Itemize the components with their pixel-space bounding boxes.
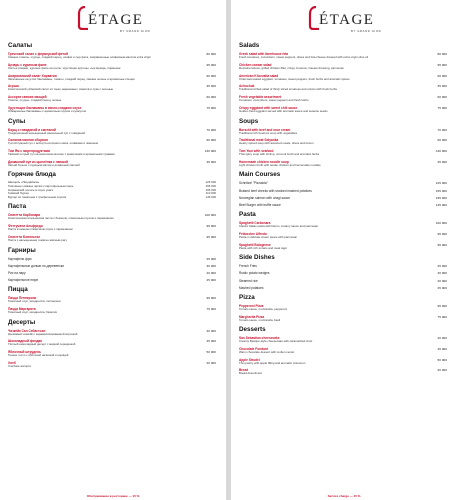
menu-item-description: Листья романо, куриное филе на гриле, хрустящие крутоны, сыр Цезарь, пармезан	[8, 65, 121, 70]
menu-section	[239, 211, 447, 250]
menu-item	[239, 84, 447, 92]
menu-item-text	[8, 63, 207, 71]
menu-item-name: Картофель фри	[8, 256, 32, 261]
menu-item-description: Тайский острый суп на кокосовом молоке с креветками и ароматными травами	[8, 152, 115, 157]
menu-item-text	[239, 106, 438, 114]
menu-item-name: Traditional meat Solyanka	[239, 138, 279, 143]
menu-item-price: 40 000	[437, 336, 447, 341]
brand-logo	[0, 4, 226, 38]
section-title: Desserts	[239, 326, 266, 334]
menu-section	[8, 247, 216, 283]
menu-item-description: Pasta with rich tomato and meat ragù	[239, 245, 287, 250]
menu-item	[8, 307, 216, 315]
menu-item-name: Schnitzel "Pizzaiola"	[239, 181, 268, 186]
menu-item-name: Рис на пару	[8, 270, 26, 275]
menu-item-price: 45 000	[437, 159, 447, 164]
menu-section	[239, 118, 447, 168]
menu-section	[239, 42, 447, 114]
menu-item-text	[8, 138, 207, 146]
menu-item	[8, 74, 216, 82]
menu-item	[239, 138, 447, 146]
section-title: Pizza	[239, 293, 255, 301]
menu-item-price: 145 000	[435, 203, 447, 207]
menu-item-description: Хлебное ассорти	[8, 363, 32, 368]
menu-item-price: 20 000	[437, 368, 447, 373]
combo-line: Томлёные говяжьи щёчки с картофельным пюре	[8, 184, 74, 189]
menu-item-text	[239, 271, 438, 275]
menu-item	[8, 350, 216, 358]
menu-item-price: 45 000	[437, 346, 447, 351]
service-footnote: Обслуживание в ресторане — 15 %	[86, 494, 140, 498]
menu-item-price: 60 000	[206, 138, 216, 143]
menu-item	[239, 358, 447, 366]
menu-item-price: 75 000	[206, 306, 216, 311]
menu-item-name: French Fries	[239, 264, 257, 269]
menu-item	[8, 63, 216, 71]
menu-item-name: San Sebastian cheesecake	[239, 336, 280, 341]
menu-item-text	[8, 235, 207, 243]
menu-page-russian	[0, 0, 226, 500]
menu-item-description: Creamy Basque-style cheesecake with caramelized crust	[239, 339, 313, 344]
section-title: Десерты	[8, 318, 36, 326]
menu-item-text	[239, 84, 438, 92]
brand-name: ÉTAGE	[88, 12, 144, 28]
menu-item	[8, 106, 216, 114]
menu-item-price: 195 000	[435, 195, 447, 200]
menu-item-price: 60 000	[206, 95, 216, 100]
menu-item-text	[239, 181, 436, 185]
menu-item-text	[239, 52, 438, 60]
menu-item-price: 95 000	[437, 242, 447, 247]
menu-item-name: Fettuccine Alfredo	[239, 231, 267, 236]
menu-item-description: Golden fried eggplant served with aromatic sauce and sesame seeds	[239, 108, 328, 113]
menu-item-price: 95 000	[437, 231, 447, 236]
menu-item-text	[8, 74, 207, 82]
menu-item-text	[239, 196, 436, 200]
menu-item-price: 60 000	[437, 138, 447, 143]
menu-item-text	[239, 279, 438, 283]
menu-item	[8, 84, 216, 92]
menu-item-name: Pepperoni Pizza	[239, 303, 264, 308]
combo-names	[8, 181, 73, 199]
menu-item-name: Феттучини Альфредо	[8, 224, 43, 229]
section-title: Soups	[239, 117, 259, 125]
combo-price: 195 000	[205, 187, 216, 192]
menu-item	[8, 339, 216, 347]
menu-item	[8, 271, 216, 275]
menu-item-text	[8, 257, 207, 261]
menu-item-price: 95 000	[206, 62, 216, 67]
menu-item-description: Romaine lettuce, grilled chicken fillet, crispy croutons, Caesar dressing, parmesan	[239, 65, 344, 70]
menu-item-name: Homemade chicken noodle soup	[239, 159, 289, 164]
menu-item	[8, 95, 216, 103]
menu-item	[8, 138, 216, 146]
menu-item-description: Паста с насыщенным томатно-мясным рагу	[8, 237, 67, 242]
menu-item-description: Свежие томаты, огурцы, сладкий перец, оливки и сыр фета, заправленные оливковым маслом extra virgin	[8, 55, 151, 59]
menu-item-description: Tomato sauce, mozzarella, basil	[239, 317, 281, 322]
menu-item-name: Apple Strudel	[239, 357, 260, 362]
menu-item-price: 50 000	[437, 357, 447, 362]
menu-item-price: 40 000	[206, 328, 216, 333]
menu-item-text	[8, 329, 207, 337]
menu-item-text	[239, 138, 438, 146]
menu-item	[8, 257, 216, 261]
menu-item-text	[8, 271, 207, 275]
menu-item-description: Traditional rich beetroot soup with vegetables	[239, 130, 298, 135]
menu-item-price: 95 000	[206, 234, 216, 239]
menu-item-price: 20 000	[206, 270, 216, 275]
menu-item-name: Хлеб	[8, 360, 16, 365]
menu-item-text	[8, 264, 207, 268]
menu-item-name: Crispy eggplant with sweet chili sauce	[239, 105, 298, 110]
menu-item-price: 95 000	[206, 224, 216, 229]
menu-item-price: 25 000	[206, 278, 216, 283]
menu-item-text	[239, 232, 438, 240]
menu-item-text	[239, 336, 438, 344]
menu-item-name: Ассорти свежих овощей	[8, 95, 47, 100]
menu-item-description: Традиционный насыщенный свекольный суп с говядиной	[8, 130, 86, 135]
menu-item-text	[239, 149, 436, 157]
menu-item-price: 25 000	[437, 285, 447, 290]
menu-item-price: 95 000	[206, 296, 216, 301]
menu-item-text	[239, 368, 438, 376]
menu-item-name: Fresh vegetable assortment	[239, 95, 282, 100]
menu-section	[8, 286, 216, 314]
menu-item-text	[8, 106, 207, 114]
menu-item	[239, 336, 447, 344]
menu-item-text	[239, 74, 438, 82]
menu-item	[239, 243, 447, 251]
combo-line: Говяжий бургер	[8, 191, 29, 196]
menu-item-price: 75 000	[206, 105, 216, 110]
menu-item	[8, 149, 216, 157]
menu-item-description: Warm chocolate dessert with molten center	[239, 349, 295, 354]
combo-price: 125 000	[205, 180, 216, 185]
menu-item	[239, 149, 447, 157]
menu-item-price: 35 000	[437, 84, 447, 89]
menu-item	[8, 160, 216, 168]
menu-item	[239, 347, 447, 355]
menu-item-price: 100 000	[435, 221, 447, 225]
menu-item-text	[239, 221, 436, 229]
menu-item-name: Tom Yum with seafood	[239, 149, 274, 154]
menu-item-name: Агрыш	[8, 84, 19, 89]
menu-item-description: Light chicken broth with tender chicken and homemade noodles	[239, 162, 321, 167]
menu-item-name: Цезарь с куриным филе	[8, 62, 47, 67]
menu-item-text	[8, 307, 207, 315]
section-title: Салаты	[8, 42, 33, 49]
menu-item-text	[239, 243, 438, 251]
menu-item	[239, 52, 447, 60]
menu-item	[239, 286, 447, 290]
menu-item-name: Спагетти Болоньезе	[8, 234, 41, 239]
menu-item-price: 20 000	[437, 278, 447, 283]
section-title: Супы	[8, 117, 26, 125]
combo-prices	[206, 181, 216, 199]
menu-item-description: Томаты, огурцы, сладкий перец, зелень	[8, 98, 62, 103]
menu-item	[239, 203, 447, 207]
menu-item-name: Борщ с говядиной и сметаной	[8, 127, 57, 132]
menu-item-text	[8, 224, 207, 232]
menu-item-price: 35 000	[206, 84, 216, 89]
menu-item-text	[8, 350, 207, 358]
menu-item-text	[8, 160, 207, 168]
menu-item-description: Томатный соус, моцарелла, базилик	[8, 309, 57, 314]
section-title: Main Courses	[239, 171, 281, 179]
section-title: Pasta	[239, 211, 256, 218]
menu-item-description: Traditional Uzbek salad of thinly sliced tomatoes and onions with fresh herbs	[239, 87, 337, 92]
menu-item-name: Rustic potato wedges	[239, 271, 270, 276]
menu-item-name: Norwegian salmon with unagi sauce	[239, 195, 291, 200]
menu-item-price: 130 000	[204, 149, 216, 154]
service-footnote: Service charge — 15 %	[327, 494, 361, 498]
combo-price: 145 000	[205, 194, 216, 199]
menu-item-text	[239, 358, 438, 366]
menu-item	[239, 232, 447, 240]
menu-item-description: Классическая итальянская паста с беконом, сливочным соусом и пармезаном	[8, 216, 114, 221]
menu-item-name: Том Ям с морепродуктами	[8, 149, 50, 154]
menu-item-price: 80 000	[437, 52, 447, 56]
menu-item-price: 25 000	[437, 264, 447, 269]
menu-item-text	[8, 361, 207, 369]
menu-item-price: 95 000	[437, 303, 447, 308]
combo-price: 155 000	[205, 184, 216, 189]
menu-item-price: 45 000	[206, 159, 216, 164]
brand-logo	[231, 4, 457, 38]
menu-item-text	[239, 189, 436, 193]
brand-subtitle: BY GRAND GIOR	[120, 29, 151, 33]
menu-item-description: Лёгкий бульон с куриным мясом и домашней лапшой	[8, 162, 80, 167]
menu-item-text	[8, 84, 207, 92]
menu-section	[8, 203, 216, 242]
menu-item-text	[239, 160, 438, 168]
menu-item-description: Томатный соус, моцарелла, пепперони	[8, 299, 61, 304]
menu-item	[239, 106, 447, 114]
menu-item-name: Chicken caesar salad	[239, 62, 272, 67]
menu-section	[239, 254, 447, 290]
menu-item-price: 70 000	[206, 127, 216, 132]
menu-item	[239, 221, 447, 229]
menu-item	[239, 128, 447, 136]
menu-item	[8, 213, 216, 221]
menu-item-price: 25 000	[206, 256, 216, 261]
menu-item-text	[8, 149, 205, 157]
menu-item	[8, 235, 216, 243]
menu-section	[239, 171, 447, 207]
menu-item-name: Шоколадный фондан	[8, 339, 43, 344]
menu-item-price: 30 000	[437, 271, 447, 276]
menu-item-price: 80 000	[206, 52, 216, 56]
menu-item-text	[239, 63, 438, 71]
menu-item-description: Запечённые на углях баклажаны, томаты, сладкий перец, свежие зелень и ароматные специи	[8, 76, 135, 81]
section-title: Side Dishes	[239, 254, 275, 262]
menu-item-description: Classic Italian pasta with bacon, creamy sauce and parmesan	[239, 224, 319, 228]
menu-item	[8, 128, 216, 136]
menu-item-description: Thin pastry with apple filling and aromatic cinnamon	[239, 360, 306, 365]
menu-item	[239, 95, 447, 103]
menu-item-price: 50 000	[206, 350, 216, 355]
menu-item-price: 60 000	[206, 73, 216, 78]
menu-item-price: 30 000	[206, 263, 216, 268]
menu-item-description: Thai spicy soup with shrimp, coconut broth and aromatic herbs	[239, 152, 320, 157]
menu-item-description: Hearty spiced soup with assorted meats, olives and lemon	[239, 141, 314, 146]
menu-item-name: Spaghetti Bolognese	[239, 242, 271, 247]
menu-content-left	[0, 42, 226, 368]
section-title: Гарниры	[8, 246, 36, 254]
menu-item-name: Домашний суп из цыплёнка с лапшой	[8, 159, 69, 164]
menu-item-name: Яблочный штрудель	[8, 350, 41, 355]
menu-item	[239, 315, 447, 323]
menu-item-price: 45 000	[206, 339, 216, 344]
menu-item-description: Tomatoes, cucumbers, sweet peppers and fresh herbs	[239, 98, 309, 103]
menu-item-text	[239, 95, 438, 103]
menu-section	[8, 319, 216, 369]
menu-item-description: Паста в нежном сливочном соусе с пармезаном	[8, 227, 73, 232]
combo-line: Норвежский лосось в соусе унаги	[8, 187, 54, 192]
menu-item-name: Steamed rice	[239, 278, 258, 283]
menu-item-name: Achuchuk	[239, 84, 255, 89]
menu-item-name: Чизкейк Сан Себастьян	[8, 328, 46, 333]
menu-item-name: Хрустящие баклажаны в кисло-сладком соусе	[8, 105, 82, 110]
section-title: Salads	[239, 42, 260, 49]
menu-item-name: Солянка мясная сборная	[8, 138, 48, 143]
menu-item	[239, 264, 447, 268]
menu-item-text	[239, 304, 438, 312]
menu-section	[8, 171, 216, 199]
menu-item	[239, 181, 447, 185]
menu-item-price: 130 000	[435, 149, 447, 154]
menu-item-text	[239, 264, 438, 268]
menu-item-name: Пицца Пепперони	[8, 296, 37, 301]
menu-item-price: 125 000	[435, 181, 447, 186]
menu-item-text	[8, 278, 207, 282]
menu-item-name: American Khorvatia salad	[239, 73, 279, 78]
brand-name: ÉTAGE	[319, 12, 375, 28]
brand-subtitle: BY GRAND GIOR	[351, 29, 382, 33]
section-title: Горячие блюда	[8, 171, 56, 179]
menu-item-price: 75 000	[437, 105, 447, 110]
menu-item-name: Картофельное пюре	[8, 278, 39, 283]
menu-item-name: Mashed potatoes	[239, 285, 264, 290]
menu-item	[239, 160, 447, 168]
menu-content-right	[231, 42, 457, 376]
menu-item-description: Тёплый шоколадный десерт с жидкой серединкой	[8, 342, 76, 347]
menu-item-text	[239, 203, 436, 207]
menu-item-text	[239, 347, 438, 355]
menu-item-price: 100 000	[204, 213, 216, 218]
menu-item-text	[8, 213, 205, 221]
menu-item-name: Bread	[239, 368, 249, 373]
menu-item-name: Spaghetti Carbonara	[239, 221, 271, 225]
combo-block	[8, 181, 216, 199]
menu-item-name: Chocolate Fondant	[239, 346, 268, 351]
menu-item-name: Картофельные дольки по-деревенски	[8, 263, 64, 268]
menu-item	[239, 63, 447, 71]
menu-item-description: Обжаренные баклажаны с ароматным соусом и кунжутом	[8, 108, 86, 113]
menu-item-price: 70 000	[437, 127, 447, 132]
menu-item-price: 20 000	[206, 360, 216, 365]
menu-item-description: Tomato sauce, mozzarella, pepperoni	[239, 306, 288, 311]
menu-item-description: Кремовый чизкейк с карамелизированной корочкой	[8, 331, 78, 336]
menu-item-description: Классический узбекский салат из тонко нарезанных томатов и лука с зеленью	[8, 87, 114, 92]
menu-item	[8, 329, 216, 337]
menu-item-description: Charcoal-roasted eggplant, tomatoes, sweet peppers, fresh herbs and aromatic spices	[239, 76, 350, 81]
menu-item	[239, 279, 447, 283]
menu-item-description: Тонкое тесто с яблочной начинкой и корицей	[8, 353, 69, 358]
menu-item	[8, 278, 216, 282]
menu-item-text	[8, 128, 207, 136]
menu-item-name: Borscht with beef and sour cream	[239, 127, 291, 132]
menu-item	[239, 74, 447, 82]
menu-item-name: Американский салат Хорватия	[8, 73, 57, 78]
menu-item-name: Пицца Маргарита	[8, 306, 36, 311]
menu-item-name: Греческий салат с фермерской фетой	[8, 52, 69, 56]
menu-item-name: Beef Burger with truffle sauce	[239, 203, 281, 207]
menu-section	[239, 326, 447, 376]
menu-item-price: 95 000	[437, 62, 447, 67]
menu-item-price: 75 000	[437, 314, 447, 319]
menu-page-english	[231, 0, 457, 500]
menu-item-text	[8, 95, 207, 103]
menu-item	[8, 296, 216, 304]
menu-item-text	[239, 128, 438, 136]
section-title: Пицца	[8, 286, 28, 294]
menu-item-name: Margherita Pizza	[239, 314, 265, 319]
menu-item-text	[8, 52, 207, 60]
menu-item	[8, 361, 216, 369]
menu-item-price: 60 000	[437, 95, 447, 100]
menu-section	[8, 118, 216, 168]
menu-item	[239, 304, 447, 312]
menu-item	[239, 189, 447, 193]
menu-item-name: Greek salad with farmhouse feta	[239, 52, 289, 56]
menu-item	[8, 224, 216, 232]
menu-section	[8, 42, 216, 114]
combo-line: Бургер из томатным с трюфельным соусом	[8, 194, 67, 199]
menu-item	[239, 271, 447, 275]
menu-item-description: Pasta in delicate cream sauce with parmesan	[239, 234, 298, 239]
menu-item-description: Bread Assortment	[239, 371, 262, 376]
menu-item-name: Braised beef cheeks with smoked mashed potatoes	[239, 188, 312, 193]
menu-item	[8, 52, 216, 60]
combo-price: 110 000	[205, 191, 216, 196]
menu-item	[239, 368, 447, 376]
section-title: Паста	[8, 203, 27, 211]
combo-line: Шницель «Пиццайола»	[8, 180, 40, 185]
menu-item-description: Fresh tomatoes, cucumbers, sweet peppers, olives and feta cheese dressed with extra virgin olive oil	[239, 55, 369, 59]
menu-item-text	[239, 286, 438, 290]
menu-item-price: 155 000	[435, 188, 447, 193]
menu-section	[239, 294, 447, 322]
menu-item-text	[239, 315, 438, 323]
menu-item	[239, 196, 447, 200]
menu-item	[8, 264, 216, 268]
menu-item-text	[8, 339, 207, 347]
menu-item-description: Густой пряный суп с ассорти копчёного мяса, оливками и лимоном	[8, 141, 98, 146]
menu-item-price: 60 000	[437, 73, 447, 78]
menu-item-name: Спагетти Карбонара	[8, 213, 41, 218]
menu-item-text	[8, 296, 207, 304]
